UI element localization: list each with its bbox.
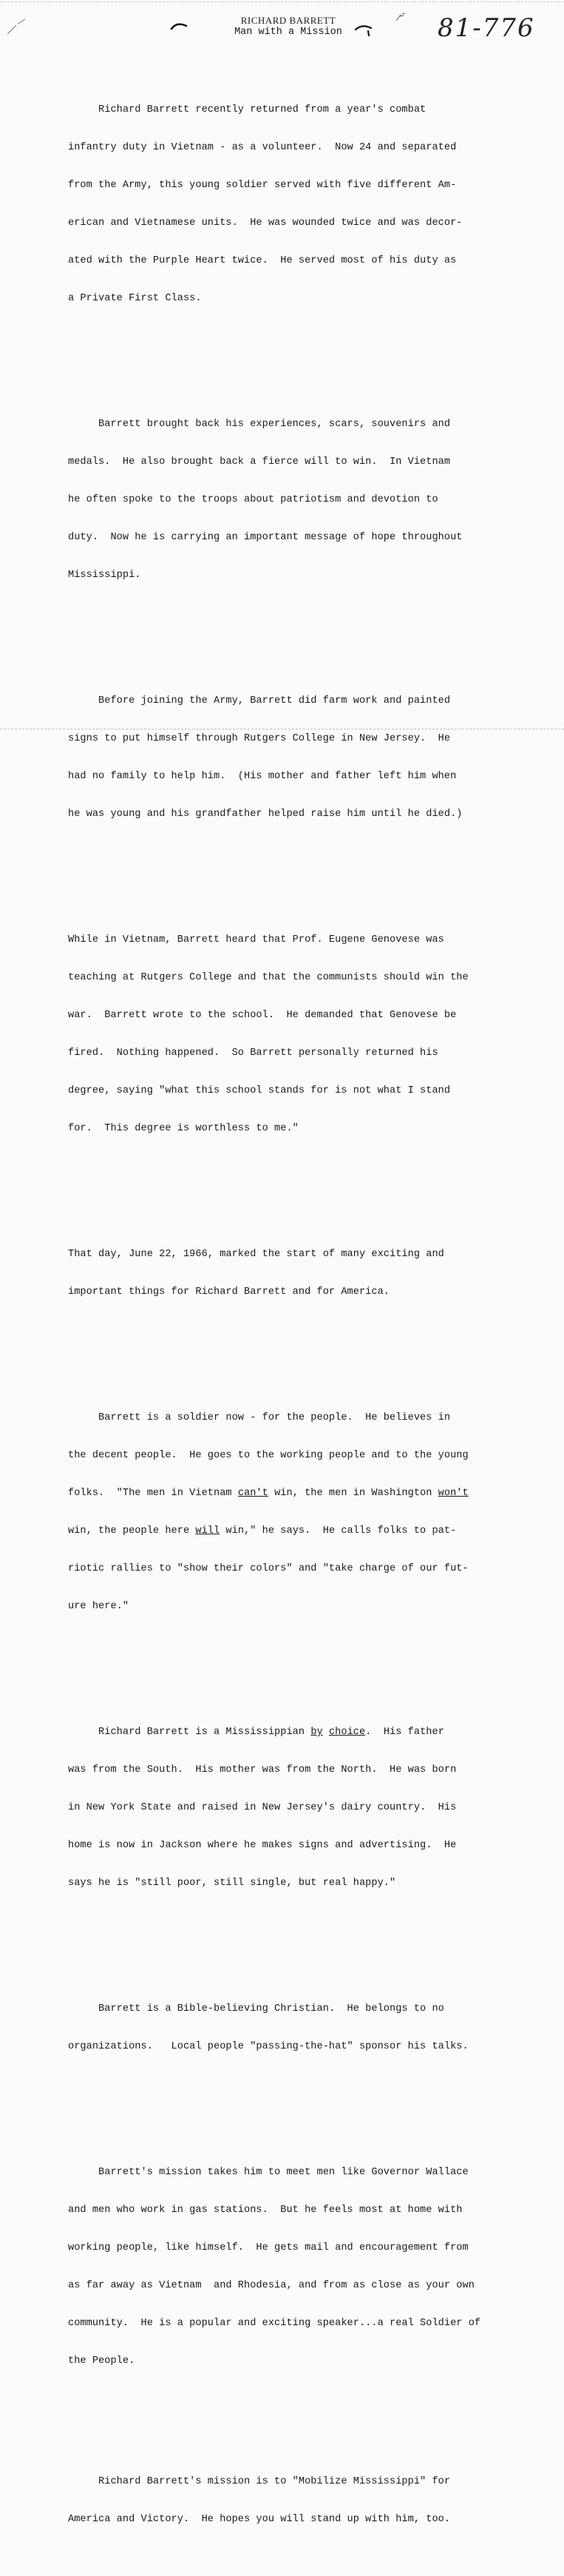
document-header: [192, 15, 384, 38]
paragraph-10: [68, 2450, 526, 2551]
hand-caret-left-mark: [169, 20, 188, 30]
paragraph-1: [68, 78, 526, 330]
text-line: for. This degree is worthless to me.": [68, 1123, 299, 1134]
text-line: important things for Richard Barrett and for America.: [68, 1287, 390, 1298]
text-line: organizations. Local people "passing-the-hat" sponsor his talks.: [68, 2041, 469, 2052]
text-line: [68, 1487, 526, 1500]
page-title: RICHARD BARRETT: [240, 15, 336, 26]
text-line: the People.: [68, 2356, 135, 2367]
text-line: infantry duty in Vietnam - as a volunteer. Now 24 and separated: [68, 142, 457, 153]
underlined-word: won't: [438, 1488, 469, 1499]
text-line: Barrett brought back his experiences, scars, souvenirs and: [68, 419, 451, 430]
text-line: Richard Barrett's mission is to "Mobilize Mississippi" for: [68, 2476, 451, 2487]
text-run: . His father: [365, 1727, 444, 1738]
text-line: fired. Nothing happened. So Barrett personally returned his: [68, 1048, 438, 1059]
text-line: as far away as Vietnam and Rhodesia, and from as close as your own: [68, 2280, 475, 2291]
text-line: ure here.": [68, 1601, 129, 1612]
text-line: had no family to help him. (His mother and father left him when: [68, 771, 457, 782]
text-line: the decent people. He goes to the working people and to the young: [68, 1450, 469, 1461]
document-body: [68, 53, 526, 2576]
text-line: working people, like himself. He gets mail and encouragement from: [68, 2242, 469, 2253]
page-subtitle: Man with a Mission: [234, 27, 342, 38]
top-border: [0, 1, 564, 2]
text-line: degree, saying "what this school stands for is not what I stand: [68, 1085, 451, 1096]
paragraph-3: [68, 670, 526, 846]
text-line: medals. He also brought back a fierce will to win. In Vietnam: [68, 456, 451, 468]
text-line: America and Victory. He hopes you will stand up with him, too.: [68, 2514, 451, 2525]
text-line: signs to put himself through Rutgers College in New Jersey. He: [68, 733, 451, 744]
text-line: was from the South. His mother was from the North. He was born: [68, 1764, 457, 1776]
paragraph-7: [68, 1701, 526, 1915]
text-run: win, the men in Washington: [268, 1488, 438, 1499]
handwritten-file-number: 81-776: [438, 13, 535, 43]
paragraph-8: [68, 1977, 526, 2078]
text-line: Barrett is a Bible-believing Christian. He belongs to no: [68, 2003, 444, 2014]
text-line: from the Army, this young soldier served with five different Am-: [68, 180, 457, 191]
text-line: [68, 1726, 526, 1739]
text-line: teaching at Rutgers College and that the communists should win the: [68, 972, 469, 983]
paragraph-5: [68, 1223, 526, 1324]
paragraph-9: [68, 2141, 526, 2393]
text-line: and men who work in gas stations. But he feels most at home with: [68, 2205, 463, 2216]
corner-scribble-mark: [6, 18, 28, 36]
hand-tick-mark: [395, 12, 408, 22]
text-line: he was young and his grandfather helped raise him until he died.): [68, 809, 463, 820]
text-line: war. Barrett wrote to the school. He demanded that Genovese be: [68, 1010, 457, 1021]
underlined-word: can't: [237, 1488, 268, 1499]
text-line: riotic rallies to "show their colors" and "take charge of our fut-: [68, 1563, 469, 1574]
text-line: duty. Now he is carrying an important message of hope throughout: [68, 532, 463, 543]
underlined-word: by: [310, 1727, 323, 1738]
text-line: community. He is a popular and exciting speaker...a real Soldier of: [68, 2318, 481, 2329]
paragraph-6: [68, 1386, 526, 1638]
text-run: Richard Barrett is a Mississippian: [68, 1727, 311, 1738]
paragraph-4: [68, 908, 526, 1160]
text-line: That day, June 22, 1966, marked the start of many exciting and: [68, 1249, 444, 1260]
text-line: Before joining the Army, Barrett did farm work and painted: [68, 695, 451, 707]
underlined-word: choice: [328, 1727, 366, 1738]
text-line: he often spoke to the troops about patriotism and devotion to: [68, 494, 438, 505]
text-run: folks. "The men in Vietnam: [68, 1488, 238, 1499]
text-line: home is now in Jackson where he makes signs and advertising. He: [68, 1840, 457, 1851]
text-line: ated with the Purple Heart twice. He served most of his duty as: [68, 255, 457, 266]
text-line: Richard Barrett recently returned from a year's combat: [68, 104, 427, 115]
text-run: win," he says. He calls folks to pat-: [220, 1525, 457, 1537]
text-line: [68, 1525, 526, 1537]
paragraph-2: [68, 393, 526, 607]
text-line: a Private First Class.: [68, 293, 202, 304]
text-line: While in Vietnam, Barrett heard that Prof. Eugene Genovese was: [68, 934, 444, 945]
text-line: in New York State and raised in New Jersey's dairy country. His: [68, 1802, 457, 1813]
text-line: erican and Vietnamese units. He was wounded twice and was decor-: [68, 218, 463, 229]
text-line: Barrett's mission takes him to meet men like Governor Wallace: [68, 2167, 469, 2178]
text-line: says he is "still poor, still single, but real happy.": [68, 1878, 396, 1889]
text-run: [323, 1727, 329, 1738]
text-run: win, the people here: [68, 1525, 196, 1537]
text-line: Mississippi.: [68, 570, 141, 581]
text-line: Barrett is a soldier now - for the people. He believes in: [68, 1412, 451, 1423]
underlined-word: will: [195, 1525, 220, 1537]
